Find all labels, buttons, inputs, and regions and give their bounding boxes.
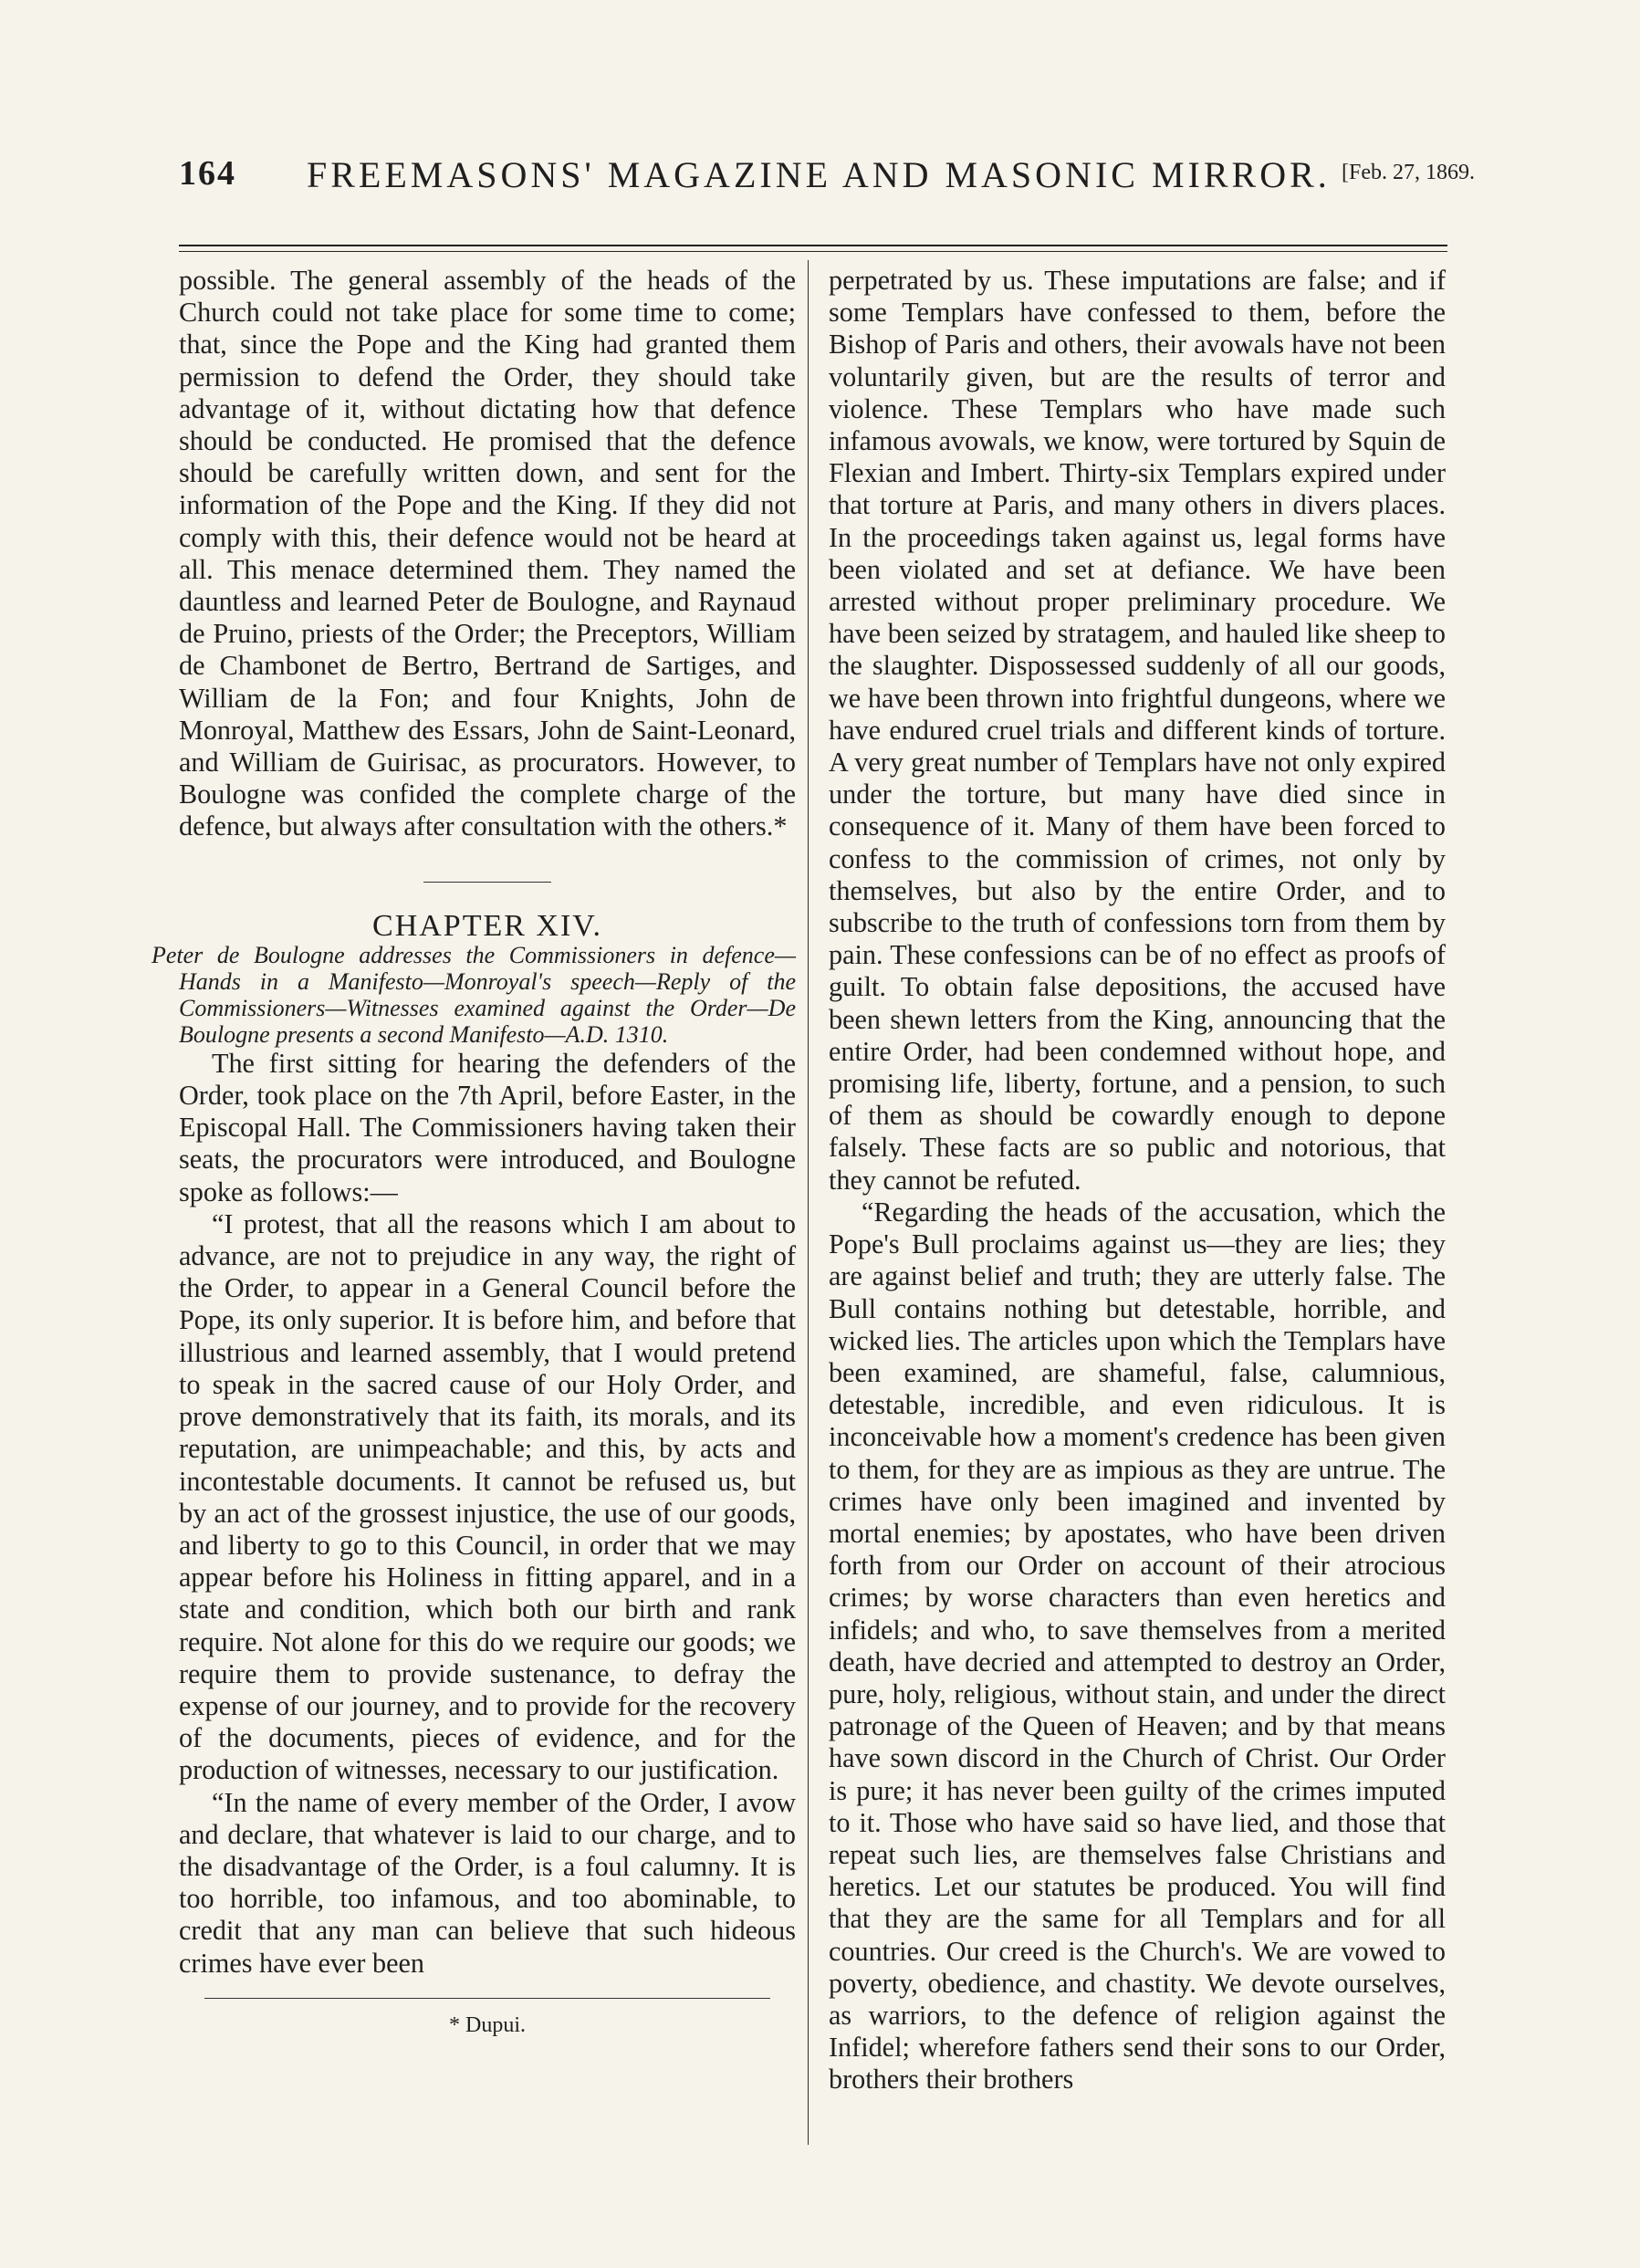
header-rule [179, 245, 1447, 246]
column-divider [808, 260, 809, 2145]
masthead-title: FREEMASONS' MAGAZINE AND MASONIC MIRROR. [307, 154, 1331, 195]
chapter-synopsis: Peter de Boulogne addresses the Commissioners in defence—Hands in a Manifesto—Monroyal's speech—Reply of the Commissioners—Witnesses examined against the Order—De Boulogne presents a second Manifesto—A.D. 1310. [151, 941, 796, 1048]
right-column [829, 265, 1446, 2096]
paragraph: “I protest, that all the reasons which I am about to advance, are not to prejudice in any way, the right of the Order, to appear in a General Council before the Pope, its only superior. It is before him, and before that illustrious and learned assembly, that I would pretend to speak in the sacred cause of our Holy Order, and prove demonstratively that its faith, its morals, and its reputation, are unimpeachable; and this, by acts and incontestable documents. It cannot be refused us, but by an act of the grossest injustice, the use of our goods, and liberty to go to this Council, in order that we may appear before his Holiness in fitting apparel, and in a state and condition, which both our birth and rank require. Not alone for this do we require our goods; we require them to provide sustenance, to defray the expense of our journey, and to provide for the recovery of the documents, pieces of evidence, and for the production of witnesses, necessary to our justification. [179, 1207, 796, 1786]
paragraph: possible. The general assembly of the heads of the Church could not take place for some time to come; that, since the Pope and the King had granted them permission to defend the Order, they should take advantage of it, without dictating how that defence should be conducted. He promised that the defence should be carefully written down, and sent for the information of the Pope and the King. If they did not comply with this, their defence would not be heard at all. This menace determined them. They named the dauntless and learned Peter de Boulogne, and Raynaud de Pruino, priests of the Order; the Preceptors, William de Chambonet de Bertro, Bertrand de Sartiges, and William de la Fon; and four Knights, John de Monroyal, Matthew des Essars, John de Saint-Leonard, and William de Guirisac, as procurators. However, to Boulogne was confided the complete charge of the defence, but always after consultation with the others.* [179, 265, 796, 842]
paragraph: perpetrated by us. These imputations are false; and if some Templars have confessed to them, before the Bishop of Paris and others, their avowals have not been voluntarily given, but are the results of terror and violence. These Templars who have made such infamous avowals, we know, were tortured by Squin de Flexian and Imbert. Thirty-six Templars expired under that torture at Paris, and many others in divers places. In the proceedings taken against us, legal forms have been violated and set at defiance. We have been arrested without proper preliminary procedure. We have been seized by stratagem, and hauled like sheep to the slaughter. Dispossessed suddenly of all our goods, we have been thrown into frightful dungeons, where we have endured cruel trials and different kinds of torture. A very great number of Templars have not only expired under the torture, but many have died since in consequence of it. Many of them have been forced to confess to the commission of crimes, not only by themselves, but also by the entire Order, and to subscribe to the truth of confessions torn from them by pain. These confessions can be of no effect as proofs of guilt. To obtain false depositions, the accused have been shewn letters from the King, announcing that the entire Order, had been condemned without hope, and promising life, liberty, fortune, and a pension, to such of them as should be cowardly enough to depone falsely. These facts are so public and notorious, that they cannot be refuted. [829, 265, 1446, 1196]
paragraph: “In the name of every member of the Order, I avow and declare, that whatever is laid to our charge, and to the disadvantage of the Order, is a foul calumny. It is too horrible, too infamous, and too abominable, to credit that any man can believe that such hideous crimes have ever been [179, 1786, 796, 1979]
footnote: * Dupui. [449, 2012, 526, 2037]
paragraph: The first sitting for hearing the defenders of the Order, took place on the 7th April, before Easter, in the Episcopal Hall. The Commissioners having taken their seats, the procurators were introduced, and Boulogne spoke as follows:— [179, 1047, 796, 1207]
page-header [179, 153, 1475, 203]
paragraph: “Regarding the heads of the accusation, which the Pope's Bull proclaims against us—they are lies; they are against belief and truth; they are utterly false. The Bull contains nothing but detestable, horrible, and wicked lies. The articles upon which the Templars have been examined, are shameful, false, calumnious, detestable, incredible, and even ridiculous. It is inconceivable how a moment's credence has been given to them, for they are as impious as they are untrue. The crimes have only been imagined and invented by mortal enemies; by apostates, who have been driven forth from our Order on account of their atrocious crimes; by worse characters than even heretics and infidels; and who, to save themselves from a merited death, have decried and attempted to destroy an Order, pure, holy, religious, without stain, and under the direct patronage of the Queen of Heaven; and by that means have sown discord in the Church of Christ. Our Order is pure; it has never been guilty of the crimes imputed to it. Those who have said so have lied, and those that repeat such lies, are themselves false Christians and heretics. Let our statutes be produced. You will find that they are the same for all Templars and for all countries. Our creed is the Church's. We are vowed to poverty, obedience, and chastity. We devote ourselves, as warriors, to the defence of religion against the Infidel; wherefore fathers send their sons to our Order, brothers their brothers [829, 1196, 1446, 2096]
page-number: 164 [179, 154, 236, 193]
header-rule-thin [179, 251, 1447, 252]
issue-date: [Feb. 27, 1869. [1342, 161, 1475, 184]
chapter-title: CHAPTER XIV. [372, 908, 602, 943]
left-column [151, 265, 796, 2042]
footnote-rule [204, 1998, 770, 1999]
chapter-divider [423, 882, 551, 883]
